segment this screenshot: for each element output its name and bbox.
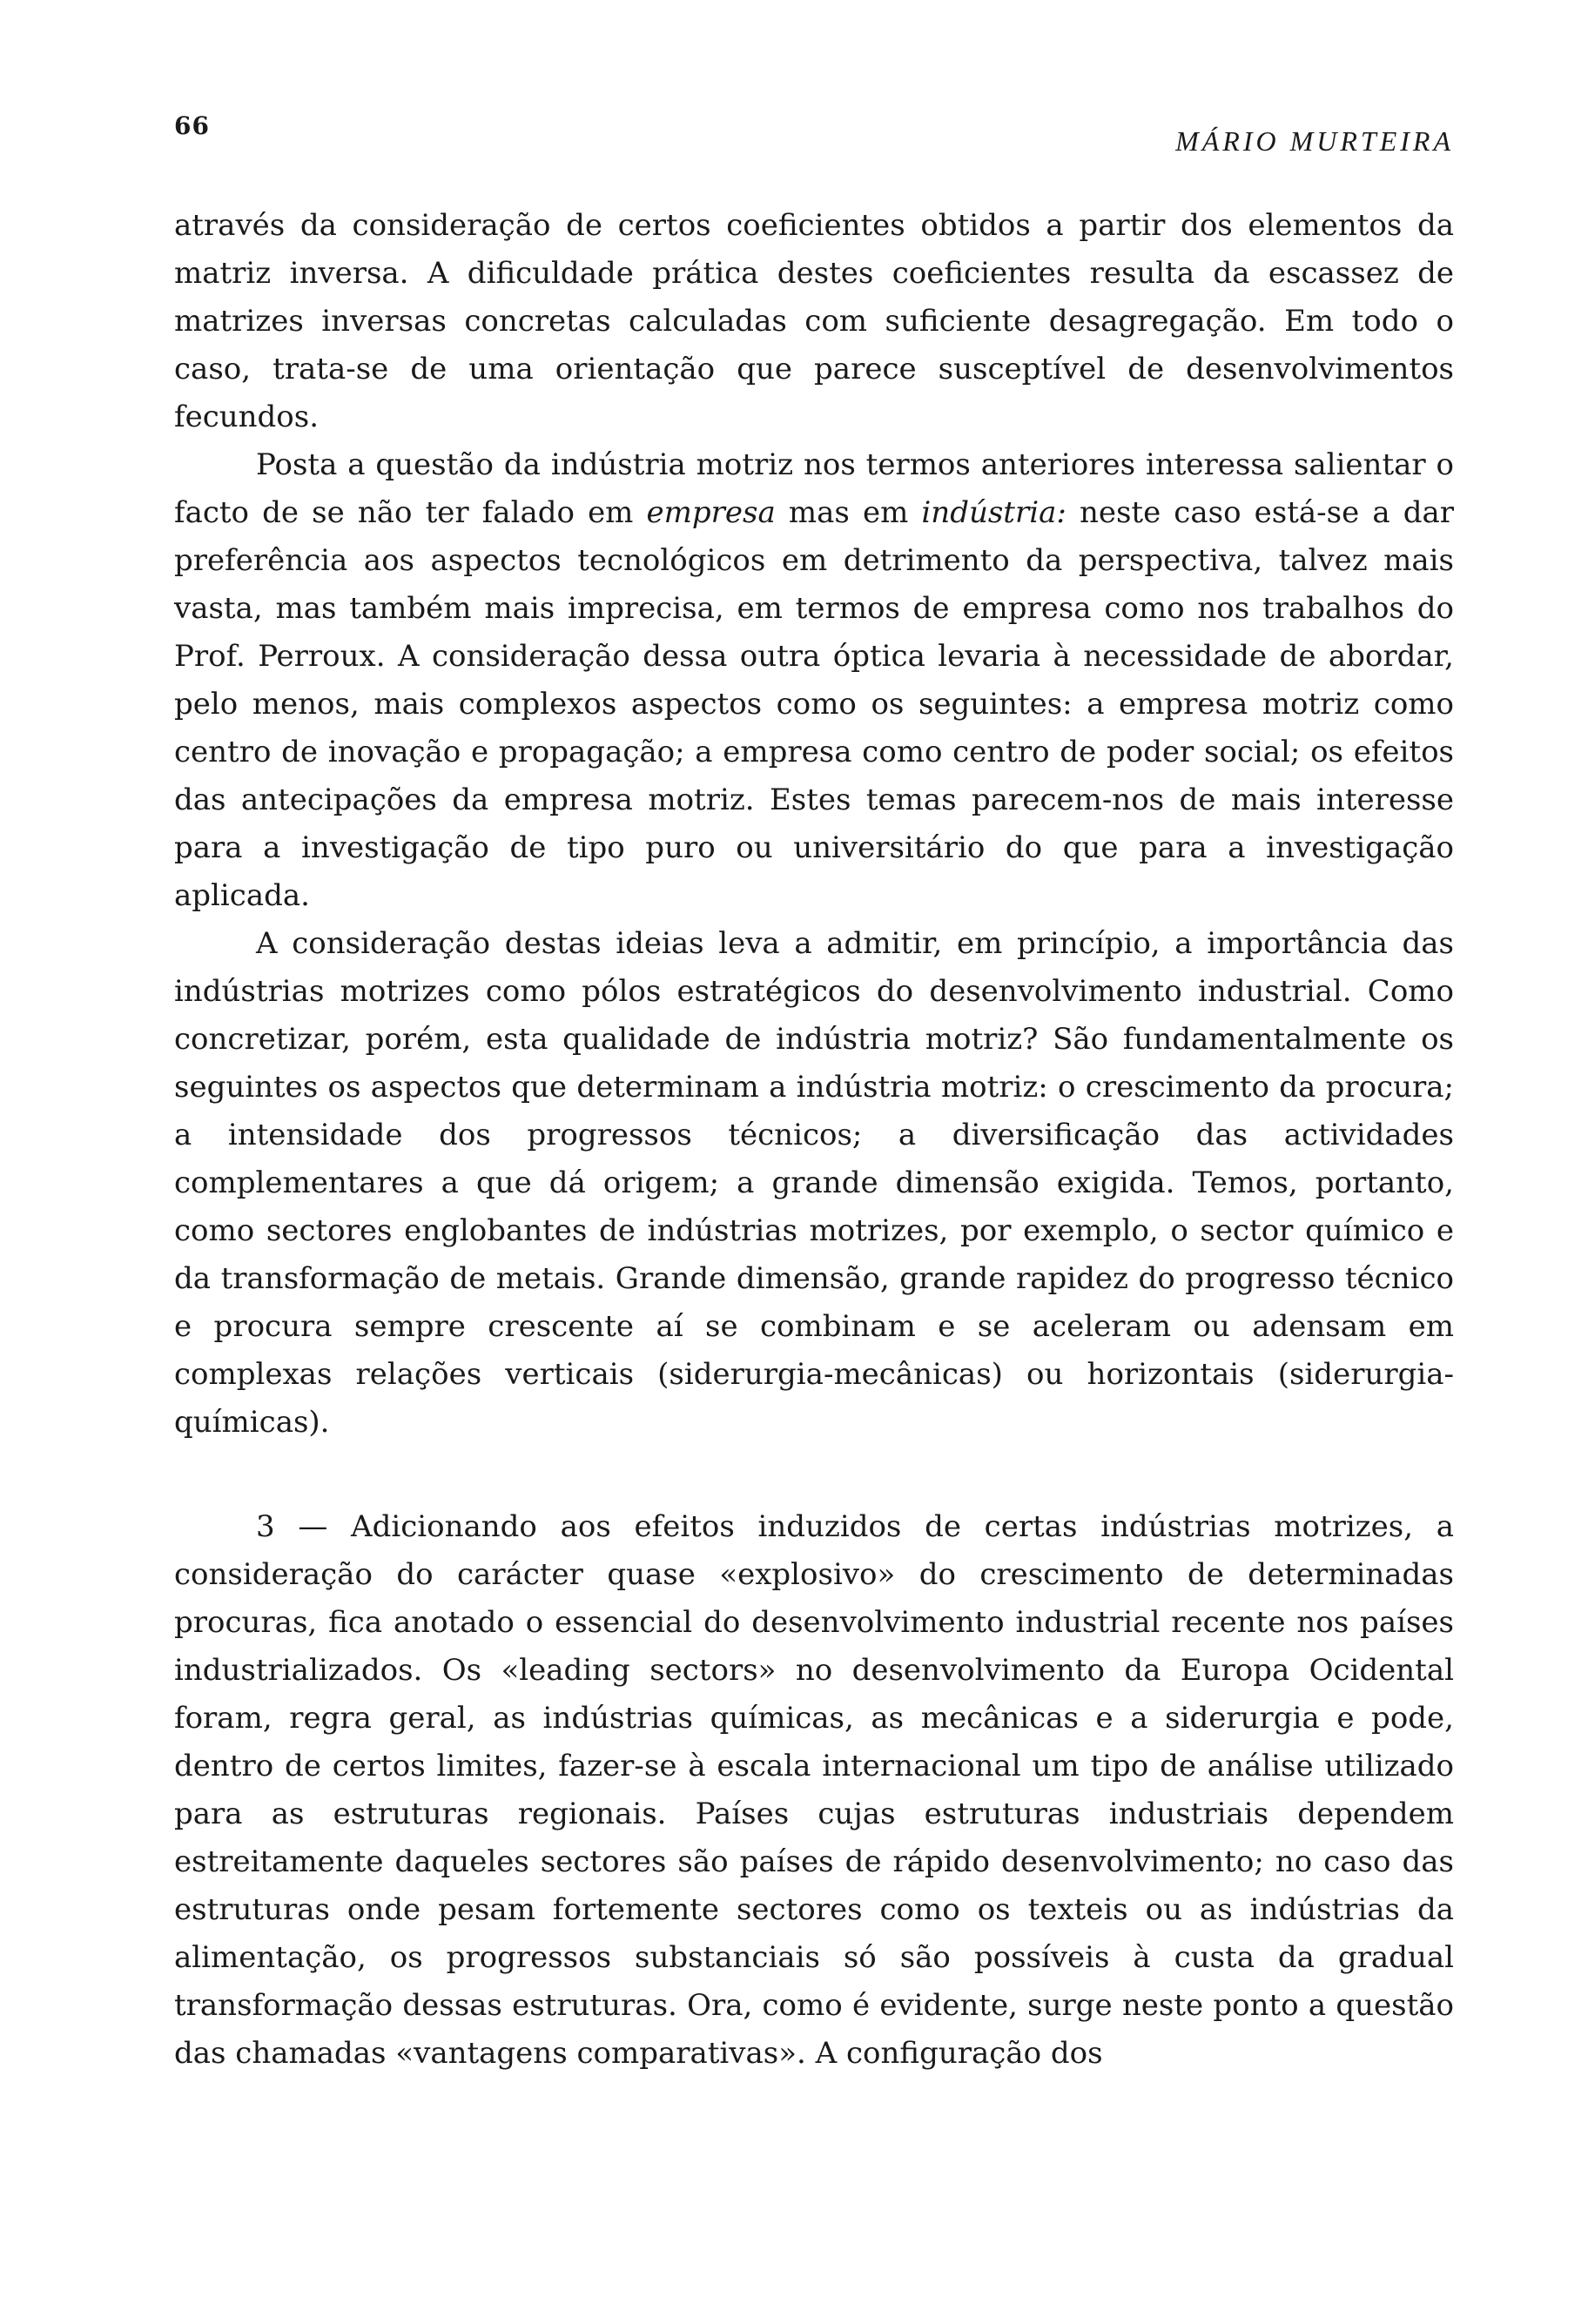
- paragraph-1: através da consideração de certos coeficientes obtidos a partir dos elementos da matriz inversa. A dificuldade prática destes coeficientes resulta da escassez de matrizes inversas concretas calculadas com suficiente desagregação. Em todo o caso, trata-se de uma orientação que parece susceptível de desenvolvimentos fecundos.: [174, 208, 1454, 434]
- paragraph-2-text-c: neste caso está-se a dar preferência aos aspectos tecnológicos em detrimento da perspectiva, talvez mais vasta, mas também mais imprecisa, em termos de empresa como nos trabalhos do Prof. Perroux. A consideração dessa outra óptica levaria à necessidade de abordar, pelo menos, mais complexos aspectos como os seguintes: a empresa motriz como centro de inovação e propagação; a empresa como centro de poder social; os efeitos das antecipações da empresa motriz. Estes temas parecem-nos de mais interesse para a investigação de tipo puro ou universitário do que para a investigação aplicada.: [174, 495, 1454, 913]
- paragraph-2-text-b: mas em: [775, 495, 922, 530]
- section-3-paragraph: 3 — Adicionando aos efeitos induzidos de certas indústrias motrizes, a consideração do carácter quase «explosivo» do crescimento de determinadas procuras, fica anotado o essencial do desenvolvimento industrial recente nos países industrializados. Os «leading sectors» no desenvolvimento da Europa Ocidental foram, regra geral, as indústrias químicas, as mecânicas e a siderurgia e pode, dentro de certos limites, fazer-se à escala internacional um tipo de análise utilizado para as estruturas regionais. Países cujas estruturas industriais dependem estreitamente daqueles sectores são países de rápido desenvolvimento; no caso das estruturas onde pesam fortemente sectores como os texteis ou as indústrias da alimentação, os progressos substanciais só são possíveis à custa da gradual transformação dessas estruturas. Ora, como é evidente, surge neste ponto a questão das chamadas «vantagens comparativas». A configuração dos: [174, 1509, 1454, 2071]
- paragraph-2: [174, 441, 1454, 920]
- paragraph-2-text-a: Posta a questão da indústria motriz nos termos anteriores interessa salientar o facto de se não ter falado em: [174, 447, 1454, 530]
- page-header: [174, 111, 1454, 164]
- running-head-author: MÁRIO MURTEIRA: [1175, 125, 1454, 157]
- page-number: 66: [174, 111, 210, 140]
- paragraph-3: A consideração destas ideias leva a admitir, em princípio, a importância das indústrias motrizes como pólos estratégicos do desenvolvimento industrial. Como concretizar, porém, esta qualidade de indústria motriz? São fundamentalmente os seguintes os aspectos que determinam a indústria motriz: o crescimento da procura; a intensidade dos progressos técnicos; a diversificação das actividades complementares a que dá origem; a grande dimensão exigida. Temos, portanto, como sectores englobantes de indústrias motrizes, por exemplo, o sector químico e da transformação de metais. Grande dimensão, grande rapidez do progresso técnico e procura sempre crescente aí se combinam e se aceleram ou adensam em complexas relações verticais (siderurgia-mecânicas) ou horizontais (siderurgia-químicas).: [174, 926, 1454, 1440]
- emphasis-industria: indústria:: [921, 495, 1067, 530]
- emphasis-empresa: empresa: [646, 495, 776, 530]
- body-text: [174, 202, 1454, 2078]
